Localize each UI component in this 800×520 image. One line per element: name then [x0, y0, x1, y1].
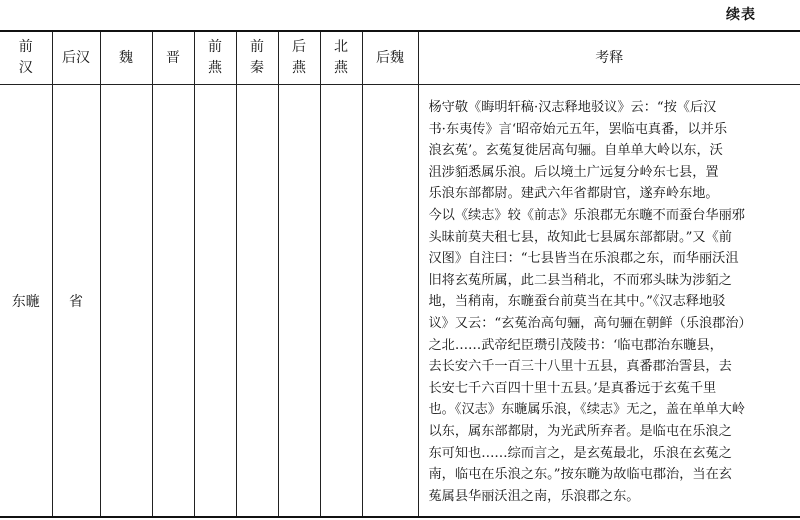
note-line: 旧将玄菟所属，此二县当稍北，不而邪头昧为涉貊之	[428, 272, 732, 288]
cell-jin	[152, 85, 194, 518]
note-line: 杨守敬《晦明轩稿·汉志释地驳议》云：“按《后汉	[428, 100, 717, 115]
cell-houyan	[278, 85, 320, 518]
header-houyan: 后 燕	[278, 31, 320, 85]
note-line: 以东，属东部都尉，为光武所弃者。是临屯在乐浪之	[428, 423, 732, 439]
header-beiyan: 北 燕	[320, 31, 362, 85]
cell-wei	[100, 85, 152, 518]
header-qianyan: 前 燕	[194, 31, 236, 85]
cell-kaoshi-note	[418, 85, 800, 518]
note-line: 去长安六千一百三十八里十五县，真番郡治霅县，去	[428, 359, 732, 375]
note-line: 南，临屯在乐浪之东。”按东暆为故临屯郡治，当在玄	[428, 467, 732, 483]
note-line: 也。《汉志》东暆属乐浪，《续志》无之，盖在单单大岭	[428, 402, 745, 418]
note-line: 今以《续志》较《前志》乐浪郡无东暆不而蚕台华丽邪	[428, 207, 745, 223]
cell-beiyan	[320, 85, 362, 518]
gazetteer-table	[0, 30, 800, 518]
note-line: 头昧前莫夫租七县，故知此七县属东部都尉。”又《前	[428, 229, 732, 245]
note-line: 菟属县华丽沃沮之南，乐浪郡之东。	[428, 488, 640, 504]
note-line: 汉图》自注曰：“七县皆当在乐浪郡之东，而华丽沃沮	[428, 251, 739, 267]
note-line: 议》又云：“玄菟治高句骊，高句骊在朝鲜（乐浪郡治）	[428, 315, 752, 331]
header-jin: 晋	[152, 31, 194, 85]
continued-table-label: 续表	[726, 7, 756, 23]
note-line: 东可知也……综而言之，是玄菟最北，乐浪在玄菟之	[428, 445, 732, 461]
note-line: 乐浪东部都尉。建武六年省都尉官，遂弃岭东地。	[428, 186, 719, 202]
table-row	[0, 85, 800, 518]
note-line: 长安七千六百四十里十五县。’是真番远于玄菟千里	[428, 380, 717, 396]
header-qianqin: 前 秦	[236, 31, 278, 85]
note-line: 书·东夷传》言‘昭帝始元五年，罢临屯真番，以并乐	[428, 121, 728, 137]
header-wei: 魏	[100, 31, 152, 85]
cell-qianhan: 东暆	[0, 85, 52, 518]
note-line: 浪玄菟’。玄菟复徙居高句骊。自单单大岭以东，沃	[428, 143, 723, 159]
note-line: 之北……武帝纪臣瓒引茂陵书：‘临屯郡治东暆县，	[428, 337, 723, 353]
header-qianhan: 前 汉	[0, 31, 52, 85]
header-houhan: 后汉	[52, 31, 100, 85]
table-header-row	[0, 31, 800, 85]
header-houwei: 后魏	[362, 31, 418, 85]
cell-qianyan	[194, 85, 236, 518]
header-kaoshi: 考释	[418, 31, 800, 85]
note-line: 地，当稍南，东暆蚕台前莫当在其中。”《汉志释地驳	[428, 294, 726, 310]
note-line: 沮涉貊悉属乐浪。后以境土广远复分岭东七县，置	[428, 164, 719, 180]
cell-houwei	[362, 85, 418, 518]
cell-houhan: 省	[52, 85, 100, 518]
cell-qianqin	[236, 85, 278, 518]
